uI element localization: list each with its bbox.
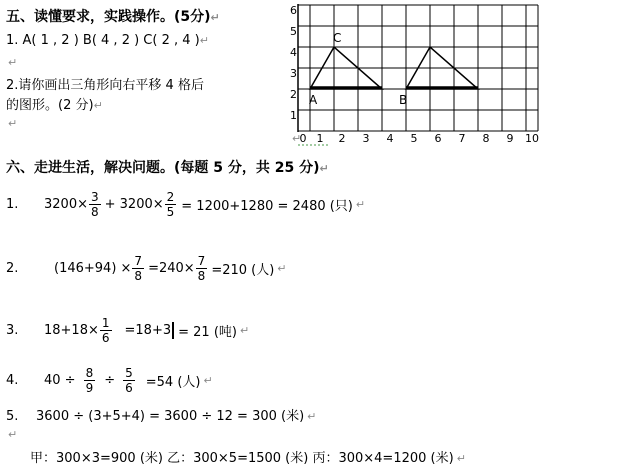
paragraph-mark: ↵ (8, 117, 18, 130)
y-tick: 2 (290, 88, 297, 101)
origin-label: 0 (299, 132, 307, 145)
question-number: 2. (6, 261, 19, 276)
section-5-heading: 五、读懂要求，实践操作。(5分)↵ (6, 9, 220, 25)
fraction: $\frac{8}{9}$ (85, 366, 94, 395)
y-tick-labels (290, 4, 297, 122)
fraction: $\frac{7}{8}$ (134, 254, 143, 283)
label-b: B (399, 93, 408, 107)
x-tick: 1 (316, 132, 324, 145)
x-tick-labels (292, 132, 539, 145)
fraction: $\frac{7}{8}$ (197, 254, 206, 283)
fraction: $\frac{2}{5}$ (166, 190, 175, 219)
fraction: $\frac{1}{6}$ (101, 316, 110, 345)
fraction: $\frac{3}{8}$ (90, 190, 99, 219)
question-number: 4. (6, 373, 19, 388)
question-number: 3. (6, 323, 19, 338)
question-number: 5. (6, 409, 19, 424)
label-a: A (309, 93, 318, 107)
section-5-item-2-cont: 的图形。(2 分)↵ (6, 98, 103, 113)
x-tick: 4 (386, 132, 394, 145)
question-5-detail: 甲：300×3=900 (米) 乙：300×5=1500 (米) 丙：300×4=1200 (米) ↵ (30, 451, 466, 466)
label-c: C (333, 31, 342, 45)
x-tick: 7 (458, 132, 466, 145)
section-5-item-2: 2.请你画出三角形向右平移 4 格后 (6, 78, 204, 93)
x-tick: 10 (525, 132, 539, 145)
y-tick: 1 (290, 109, 297, 122)
question-1: 1. 3200× $\frac{3}{8}$ + 3200× $\frac{2}{5}$ = 1200+1280 = 2480 (只) ↵ (6, 190, 366, 219)
question-3: 3. 18+18× $\frac{1}{6}$ =18+3 = 21 (吨) ↵ (6, 316, 250, 345)
x-tick: 6 (434, 132, 442, 145)
question-4: 4. 40 ÷ $\frac{8}{9}$ ÷ $\frac{5}{6}$ =54 (人) ↵ (6, 366, 213, 395)
question-number: 1. (6, 197, 19, 212)
section-5-item-1: 1. A( 1 , 2 ) B( 4 , 2 ) C( 2 , 4 )↵ (6, 33, 209, 48)
paragraph-mark: ↵ (8, 428, 18, 441)
question-2: 2. (146+94) × $\frac{7}{8}$ =240× $\frac{7}{8}$ =210 (人) ↵ (6, 254, 287, 283)
section-6-heading: 六、走进生活，解决问题。(每题 5 分，共 25 分)↵ (6, 160, 329, 176)
y-tick: 5 (290, 25, 297, 38)
y-tick: 6 (290, 4, 297, 17)
x-tick: 2 (338, 132, 346, 145)
coordinate-grid (290, 0, 550, 150)
question-5: 5. 3600 ÷ (3+5+4) = 3600 ÷ 12 = 300 (米) ↵ (6, 409, 317, 424)
x-tick: 9 (506, 132, 514, 145)
text-cursor (172, 322, 174, 339)
paragraph-mark: ↵ (292, 132, 302, 145)
fraction: $\frac{5}{6}$ (125, 366, 133, 395)
x-tick: 3 (362, 132, 370, 145)
paragraph-mark: ↵ (8, 56, 18, 69)
y-tick: 4 (290, 46, 297, 59)
x-tick: 5 (410, 132, 418, 145)
x-tick: 8 (482, 132, 490, 145)
y-tick: 3 (290, 67, 297, 80)
